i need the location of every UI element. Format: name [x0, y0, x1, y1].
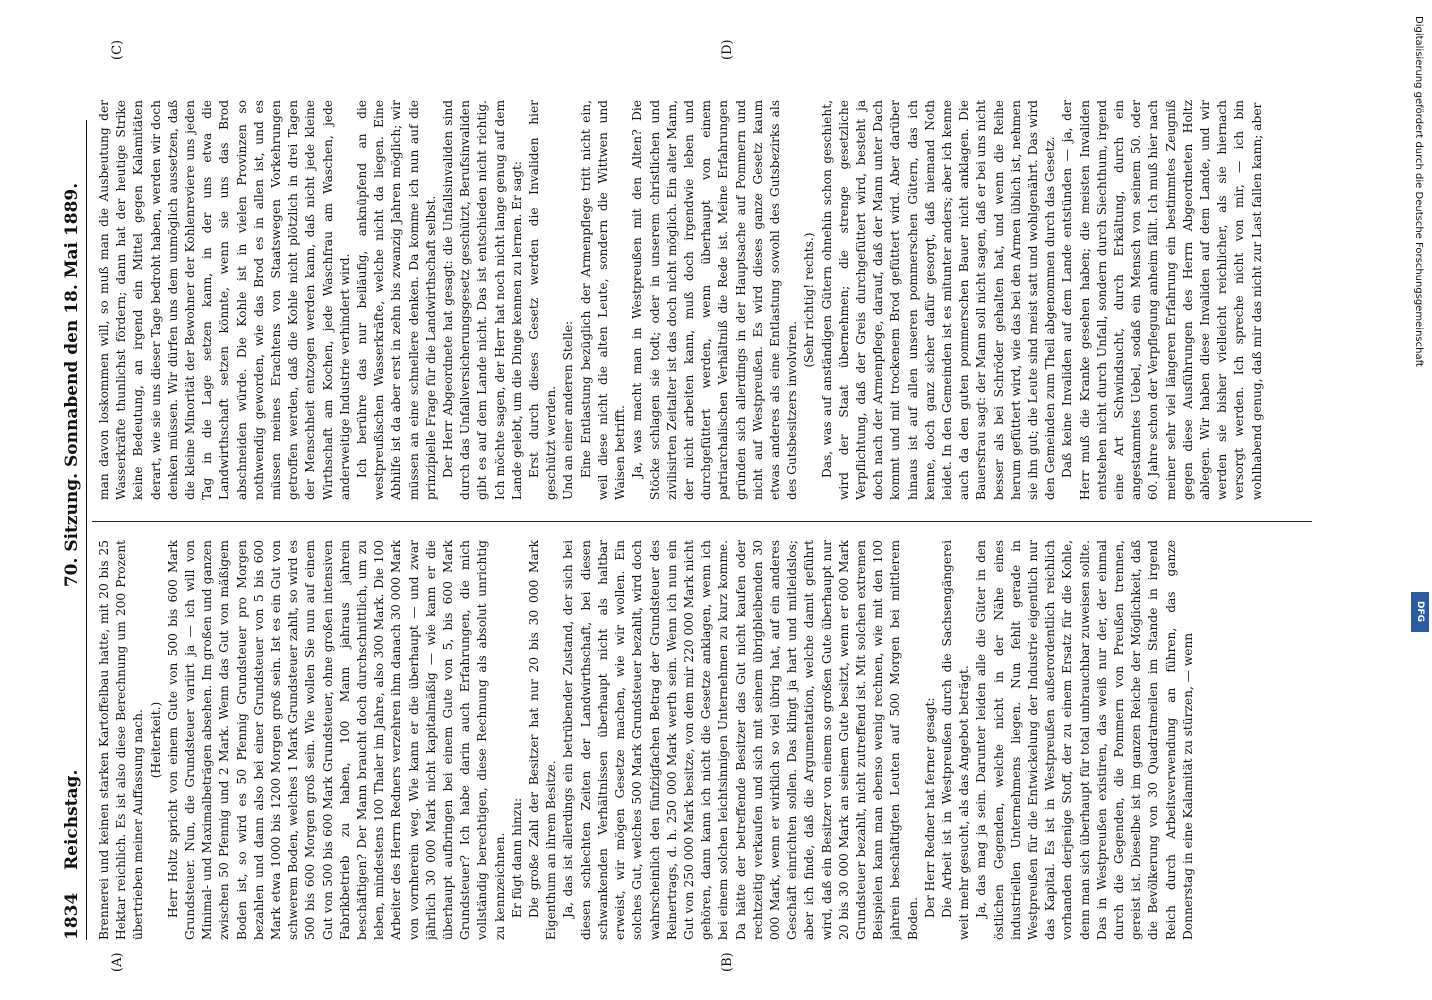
- dfg-logo: DFG: [1411, 592, 1429, 632]
- quotation: Erst durch dieses Gesetz werden die Invaliden hier geschützt werden.: [527, 100, 559, 500]
- paragraph: Brennerei und keinen starken Kartoffelbau hatte, mit 20 bis 25 Hektar reichlich. Es ist also diese Berechnung um 200 Prozent übertrieben meiner Auffassung nach.: [97, 540, 146, 940]
- margin-marker-c: (C): [110, 39, 125, 60]
- paragraph: Der Herr Abgeordnete hat gesagt: die Unfallsinvaliden sind durch das Unfallversicherungsgesetz geschützt, Berufsinvaliden gibt es auf dem Lande nicht. Das ist entschieden nicht richtig. Ich möchte sagen, der Herr hat noch nicht lange genug auf dem Lande gelebt, um die Dinge kennen zu lernen. Er sagt:: [441, 100, 524, 500]
- paragraph: Herr Holtz spricht von einem Gute von 500 bis 600 Mark Grundsteuer. Nun, die Grundsteuer variirt ja — ich will von Minimal- und Maximalbeträgen absehen. Im großen und ganzen zwischen 50 Pfennig und 2 Mark. Wenn das Gut von mäßigem Boden ist, so wird es 50 Pfennig Grundsteuer pro Morgen bezahlen und dann also bei einer Grundsteuer von 5 bis 600 Mark etwa 1000 bis 1200 Morgen groß sein. Ist es ein Gut von schwerem Boden, welches 1 Mark Grundsteuer zahlt, so wird es 500 bis 600 Morgen groß sein. Wie wollen Sie nun auf einem Gut von 500 bis 600 Mark Grundsteuer, ohne großen intensiven Fabrikbetrieb zu haben, 100 Mann jahraus jahrein beschäftigen? Der Mann braucht doch durchschnittlich, um zu leben, mindestens 100 Thaler im Jahre, also 300 Mark. Die 100 Arbeiter des Herrn Redners verzehren ihm danach 30 000 Mark von vornherein weg. Wie kann er die überhaupt — und zwar jährlich 30 000 Mark nicht kapitalmäßig — wie kann er die überhaupt aufbringen bei einem Gute von 5, bis 600 Mark Grundsteuer? Ich habe darin auch Erfahrungen, die mich vollständig berechtigen, diese Rechnung als absolut unrichtig zu kennzeichnen.: [165, 540, 507, 940]
- quotation: Die große Zahl der Besitzer hat nur 20 bis 30 000 Mark Eigenthum an ihrem Besitze.: [527, 540, 559, 940]
- paragraph: Daß keine Invaliden auf dem Lande entstünden — ja, der Herr muß die Kranke gesehen haben; die meisten Invaliden entstehen nicht durch Unfall, sondern durch Siechthum, irgend eine Art Schwindsucht, durch Erkältung, durch ein angestammtes Uebel, sodaß ein Mensch von seinem 50. oder 60. Jahre schon der Verpflegung anheim fällt. Ich muß hier nach meiner sehr viel längeren Erfahrung ein bestimmtes Zeugniß gegen diese Ausführungen des Herrn Abgeordneten Holtz ablegen. Wir haben diese Invaliden auf dem Lande, und wir werden sie bisher vielleicht reichlicher, als sie hiernach versorgt werden. Ich spreche nicht von mir, — ich bin wohlhabend genug, daß mir das nicht zur Last fallen kann; aber: [1060, 100, 1264, 500]
- paragraph: Ja, das mag ja sein. Darunter leiden alle die Güter in den östlichen Gegenden, welche nicht in der Nähe eines industriellen Unternehmens liegen. Nun fehlt gerade in Westpreußen für die Entwickelung der Industrie eigentlich nur das Kapital. Es ist in Westpreußen außerordentlich reichlich vorhanden derjenige Stoff, der zu einem Ersatz für die Kohle, denn man sich überhaupt für total unbrauchbar zuweisen sollte. Das in Westpreußen existiren, das weiß nur der, der einmal durch die Gegenden, die Pommern von Preußen trennen, gereist ist. Dieselbe ist im ganzen Reiche der Möglichkeit, daß die Bevölkerung von 30 Quadratmeilen im Stande in irgend Reich durch Arbeitsverwendung an führen, das ganze Donnerstag in eine Kalamität zu stürzen, — wenn: [974, 540, 1195, 940]
- column-rule: [92, 521, 1312, 522]
- paragraph: man davon loskommen will, so muß man die Ausbeutung der Wasserkräfte thunlichst fördern; dann hat der heutige Strike keine Bedeutung, an irgend ein Mittel gegen Kalamitäten derart, wie sie uns dieser Tage bedroht haben, werden wir doch denken müssen. Wir dürfen uns dem unmöglich aussetzen, daß die kleine Minorität der Bewohner der Kohlenreviere uns jeden Tag in die Lage setzen kann, in der uns etwa die Landwirthschaft setzen könnte, wenn sie uns das Brod abschneiden würde. Die Kohle ist in vielen Provinzen so nothwendig geworden, wie das Brod es in allen ist, und es müssen meines Erachtens von Staatswegen Vorkehrungen getroffen werden, daß die Kohle nicht plötzlich in drei Tagen der Menschheit entzogen werden kann, daß nicht jede kleine Wirthschaft am Kochen, jede Waschfrau am Waschen, jede anderweitige Industrie verhindert wird.: [97, 100, 352, 500]
- paragraph: Ja, was macht man in Westpreußen mit den Alten? Die Stöcke schlagen sie todt; oder in unserem christlichen und zivilisirten Zeitalter ist das doch nicht möglich. Ein alter Mann, der nicht arbeiten kann, muß doch irgendwie leben und durchgefüttert werden, wenn überhaupt von einem patriarchalischen Verhältniß die Rede ist. Meine Erfahrungen gründen sich allerdings in der Hauptsache auf Pommern und nicht auf Westpreußen. Es wird dieses ganze Gesetz kaum etwas anderes als eine Entlastung sowohl des Gutsbezirks als des Gutsbesitzers involviren.: [630, 100, 800, 500]
- margin-marker-d: (D): [720, 39, 735, 60]
- session-info: 70. Sitzung. Sonnabend den 18. Mai 1889.: [62, 182, 82, 588]
- quotation: Die Arbeit ist in Westpreußen durch die Sachsengängerei weit mehr gesucht, als das Angebot beträgt.: [939, 540, 972, 940]
- quotation: Eine Entlastung bezüglich der Armenpflege tritt nicht ein, weil diese nicht die alten Leute, sondern die Wittwen und Waisen betrifft.: [578, 100, 628, 500]
- running-header: [58, 120, 82, 940]
- interjection: (Heiterkeit.): [148, 701, 163, 779]
- header-rule: [86, 120, 87, 940]
- right-column: [96, 100, 1326, 500]
- interjection: (Sehr richtig! rechts.): [802, 232, 817, 368]
- margin-marker-a: (A): [110, 952, 125, 972]
- paragraph: Er fügt dann hinzu:: [509, 797, 524, 918]
- paragraph: Ja, das ist allerdings ein betrübender Zustand, der sich bei diesen schlechten Zeiten der Landwirthschaft, bei diesen schwankenden Verhältnissen überhaupt nicht als haltbar erweist, wir mögen Gesetze machen, wie wir wollen. Ein solches Gut, welches 500 Mark Grundsteuer bezahlt, wird doch wahrscheinlich den fünfzigfachen Betrag der Grundsteuer des Reinertrags, d. h. 250 000 Mark werth sein. Wenn ich nun ein Gut von 250 000 Mark besitze, von dem mir 220 000 Mark nicht gehören, dann kann ich nicht die Gesetze anklagen, wenn ich bei einem solchen leichtsinnigen Unternehmen zu kurz komme. Da hätte der betreffende Besitzer das Gut nicht kaufen oder rechtzeitig verkaufen und sich mit seinem übrigbleibenden 30 000 Mark, wenn er wirklich so viel übrig hat, auf ein anderes Geschäft einrichten sollen. Das klingt ja hart und mitleidslos; aber ich finde, daß die Argumentation, welche damit geführt wird, daß ein Besitzer von einem so großen Gute überhaupt nur 20 bis 30 000 Mark an seinem Gute besitzt, wenn er 600 Mark Grundsteuer bezahlt, nicht zutreffend ist. Mit solchen extremen Beispielen kann man ebenso wenig rechnen, wie mit den 100 jahrein beschäftigten Leuten auf 500 Morgen bei mittlerem Boden.: [561, 540, 920, 940]
- publication-title: Reichstag.: [62, 769, 82, 870]
- paragraph: Der Herr Redner hat ferner gesagt:: [922, 697, 937, 918]
- paragraph: Und an einer anderen Stelle:: [561, 320, 576, 500]
- left-column: [96, 540, 1326, 940]
- page-number: 1834: [62, 892, 82, 940]
- digitization-note: Digitalisierung gefördert durch die Deutsche Forschungsgemeinschaft: [1413, 16, 1424, 367]
- margin-marker-b: (B): [720, 952, 735, 972]
- digitization-banner: [1410, 16, 1430, 636]
- paragraph: Das, was auf anständigen Gütern ohnehin schon geschieht, wird der Staat übernehmen; die strenge gesetzliche Verpflichtung, daß der Greis durchgefüttert wird, besteht ja doch nach der Armenpflege, darauf, daß der Mann unter Dach kommt und mit trockenem Brod gefüttert wird. Aber darüber hinaus ist auf allen unseren pommerschen Gütern, das ich kenne, doch ganz sicher dafür gesorgt, daß niemand Noth leidet. In den Gemeinden ist es mitunter anders; aber ich kenne auch da den guten pommerschen Bauer nicht anklagen. Die Bauersfrau sagt: der Mann soll nicht sagen, daß er bei uns nicht besser als bei Schröder gehalten hat, und wenn die Reihe herum gefüttert wird, wie das bei den Armen üblich ist, nehmen sie ihn gut; die Leute sind meist satt und wohlgenährt. Das wird den Gemeinden zum Theil abgenommen durch das Gesetz.: [819, 100, 1058, 500]
- paragraph: Ich berühre das nur beiläufig, anknüpfend an die westpreußischen Wasserkräfte, welche nicht da liegen. Eine Abhilfe ist da aber erst in zehn bis zwanzig Jahren möglich; wir müssen an eine schnellere denken. Da komme ich nun auf die prinzipielle Frage für die Landwirthschaft selbst.: [355, 100, 438, 500]
